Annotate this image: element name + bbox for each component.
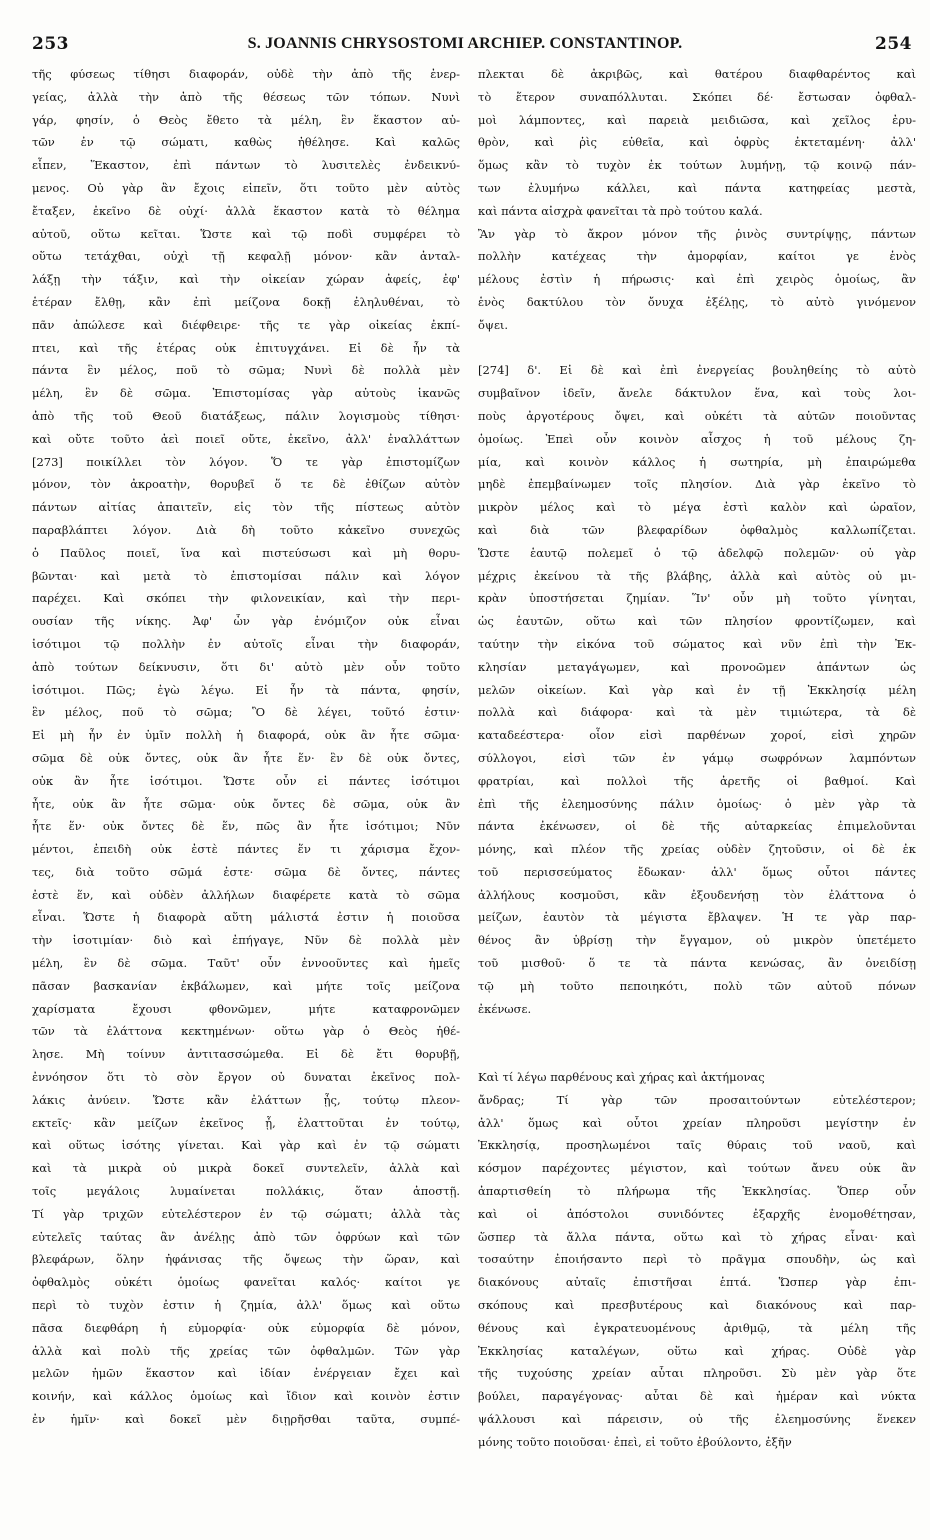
text-line: πάντων αἰτίας ἀπαιτεῖν, εἰς τὸν τῆς πίστεως αὐτὸν bbox=[32, 500, 460, 515]
text-line: τὴν ἰσοτιμίαν· διὸ καὶ ἐπήγαγε, Νῦν δὲ πολλὰ μὲν bbox=[32, 933, 460, 948]
text-line: μελῶν οἰκείων. Καὶ γὰρ καὶ ἐν τῇ Ἐκκλησίᾳ μέλη bbox=[478, 682, 916, 697]
text-line: τοῦ μισθοῦ· ὅ τε τὰ πάντα κενώσας, ἂν ὀνειδίσῃ bbox=[478, 956, 916, 971]
text-line: τοσαύτην ἐποιήσαντο περὶ τὸ πρᾶγμα σπουδὴν, ὡς καὶ bbox=[478, 1252, 916, 1267]
text-line: τῶν τὰ ἐλάττονα κεκτημένων· οὕτω γὰρ ὁ Θεὸς ἠθέ- bbox=[32, 1024, 460, 1039]
text-line: ἀπὸ τούτων δείκνυσιν, ὅτι δι' αὐτὸ μὲν οὖν τοῦτο bbox=[32, 659, 460, 674]
text-line: μικρὸν μέλος καὶ τὸ μέγα ἐστὶ καλὸν καὶ ὡραῖον, bbox=[478, 500, 916, 515]
text-line: ἀλλ' ὅμως καὶ οὗτοι χρείαν πληροῦσι μεγίστην ἐν bbox=[478, 1115, 916, 1130]
text-line: καὶ διὰ τῶν βλεφαρίδων ὀφθαλμὸς καλλωπίζεται. bbox=[478, 522, 916, 537]
text-line: ἐννόησον ὅτι τὸ σὸν ἔργον οὐ δυναται ἐκεῖνος πολ- bbox=[32, 1070, 460, 1085]
text-line: καὶ οὕτως ἰσότης γίνεται. Καὶ γὰρ καὶ ἐν τῷ σώματι bbox=[32, 1138, 460, 1153]
text-line: ἀπὸ τῆς τοῦ Θεοῦ διατάξεως, πάλιν λογισμοὺς τίθησι· bbox=[32, 408, 460, 423]
text-line: τοῦ περισσεύματος ἔδωκαν· ἀλλ' ὅμως οὗτοι πάντες bbox=[478, 864, 916, 879]
text-line: αὐτοῦ, οὕτω κεῖται. Ὥστε καὶ τῷ ποδὶ συμφέρει τὸ bbox=[32, 226, 460, 241]
text-line: βλεφάρων, ὅλην ἠφάνισας τῆς ὄψεως τὴν ὥραν, καὶ bbox=[32, 1252, 460, 1267]
text-line: μενος. Οὐ γὰρ ἂν ἔχοις εἰπεῖν, ὅτι τοῦτο μὲν αὐτὸς bbox=[32, 180, 460, 195]
text-line: οὐκ ἂν ἦτε ἰσότιμοι. Ὥστε οὖν εἰ πάντες ἰσότιμοι bbox=[32, 773, 460, 788]
text-line: κόσμον παρέχοντες μέγιστον, καὶ τούτων ἄνευ οὐκ ἂν bbox=[478, 1161, 916, 1176]
text-line: παραβλάπτει λόγον. Διὰ δὴ τοῦτο κἀκεῖνο συνεχῶς bbox=[32, 522, 460, 537]
text-line: ἰσότιμοι τῷ πολλὴν ἐν αὐτοῖς εἶναι τὴν διαφοράν, bbox=[32, 636, 460, 651]
text-line: πολλὰ καὶ διάφορα· καὶ τὰ μὲν τιμιώτερα, τὰ δὲ bbox=[478, 705, 916, 720]
text-line: μέλους ἐστὶν ἡ πήρωσις· καὶ ἐπὶ χειρὸς ὁμοίως, ἂν bbox=[478, 272, 916, 287]
text-line: μέλη, ἓν δὲ σῶμα. Ταῦτ' οὖν ἐννοοῦντες καὶ ἡμεῖς bbox=[32, 956, 460, 971]
text-line: ὅμως κἂν τὸ τυχὸν ἐκ τούτων λυμήνῃ, τῷ κοινῷ πάν- bbox=[478, 158, 916, 173]
text-line: κρὰν ὑποστήσεται ζημίαν. Ἵν' οὖν μὴ τοῦτο γίνηται, bbox=[478, 591, 916, 606]
text-line: βῶνται· καὶ μετὰ τὸ ἐπιστομίσαι πάλιν καὶ λόγον bbox=[32, 568, 460, 583]
text-line: συμβαῖνον ἰδεῖν, ἄνελε δάκτυλον ἕνα, καὶ τοὺς λοι- bbox=[478, 386, 916, 401]
text-line: φρατρίαι, καὶ πολλοὶ τῆς ἀρετῆς οἱ βαθμοί. Καὶ bbox=[478, 773, 916, 788]
text-line: θρὸν, καὶ ῥὶς εὐθεῖα, καὶ ὀφρὺς ἐκτεταμένη· ἀλλ' bbox=[478, 135, 916, 150]
text-line: πλεκται δὲ ἀκριβῶς, καὶ θατέρου διαφθαρέντος καὶ bbox=[478, 67, 916, 81]
text-line: Ἐκκλησίας καταλέγων, οὕτω καὶ χήρας. Οὐδὲ γὰρ bbox=[478, 1343, 916, 1358]
text-line: ἓν μέλος, ποῦ τὸ σῶμα; Ὃ δὲ λέγει, τοῦτό ἐστιν· bbox=[32, 705, 460, 720]
text-line: ὥσπερ τὰ ἄλλα πάντα, οὕτω καὶ τὸ χήρας εἶναι· καὶ bbox=[478, 1229, 916, 1244]
text-line: λάκις ἀνύειν. Ὥστε κἂν ἐλάττων ᾖς, τούτῳ πλεον- bbox=[32, 1092, 460, 1107]
text-line bbox=[478, 1020, 916, 1043]
text-line: των ἐλυμήνω κάλλει, καὶ πάντα κατηφείας μεστὰ, bbox=[478, 180, 916, 195]
text-line: ψάλλουσι καὶ πάρεισιν, οὐ τῆς ἐλεημοσύνης ἕνεκεν bbox=[478, 1412, 916, 1427]
text-line: μόνης, καὶ πλέον τῆς χρείας οὐδὲν ζητοῦσιν, οἱ δὲ ἐκ bbox=[478, 842, 916, 857]
text-line: καὶ τὰ μικρὰ οὐ μικρὰ δοκεῖ συντελεῖν, ἀλλὰ καὶ bbox=[32, 1161, 460, 1176]
running-head-title: S. JOANNIS CHRYSOSTOMI ARCHIEP. CONSTANTINOP. bbox=[247, 35, 683, 52]
text-line bbox=[478, 337, 916, 360]
text-line: μέντοι, ἐπειδὴ οὐκ ἐστὲ πάντες ἕν τι χάρισμα ἔχον- bbox=[32, 842, 460, 857]
text-line: ἐπὶ τῆς ἐλεημοσύνης πάλιν ὁμοίως· ὁ μὲν γὰρ τὰ bbox=[478, 796, 916, 811]
text-line: ἔταξεν, ἐκεῖνο δὲ οὐχί· ἀλλὰ ἕκαστον κατὰ τὸ θέλημα bbox=[32, 203, 460, 218]
text-line: κοινήν, καὶ κάλλος ὁμοίως καὶ ἴδιον καὶ κοινὸν ἐστιν bbox=[32, 1389, 460, 1404]
text-line bbox=[478, 1043, 916, 1066]
text-line: μελῶν ἡμῶν ἕκαστον καὶ ἰδίαν ἐνέργειαν ἔχει καὶ bbox=[32, 1366, 460, 1381]
text-line: γάρ, φησίν, ὁ Θεὸς ἔθετο τὰ μέλη, ἓν ἕκαστον αὐ- bbox=[32, 112, 460, 127]
text-line: ὄψει. bbox=[478, 317, 509, 332]
text-line: ὁ Παῦλος ποιεῖ, ἵνα καὶ πιστεύσωσι καὶ μὴ θορυ- bbox=[32, 545, 460, 560]
text-line: Καὶ τί λέγω παρθένους καὶ χήρας καὶ ἀκτήμονας bbox=[478, 1070, 765, 1085]
text-line: καὶ πάντα αἰσχρὰ φανεῖται τὰ πρὸ τούτου καλά. bbox=[478, 203, 763, 218]
text-line: μείζων, ἑαυτὸν τὰ μέγιστα ἔβλαψεν. Ἡ τε γὰρ παρ- bbox=[478, 910, 916, 925]
text-line: πᾶσα διεφθάρη ἡ εὐμορφία· οὐκ εὐμορφία δὲ μόνον, bbox=[32, 1320, 460, 1335]
text-line: [273] ποικίλλει τὸν λόγον. Ὅ τε γὰρ ἐπιστομίζων bbox=[32, 454, 460, 469]
text-line: εὐτελεῖς ταύτας ἂν ἀνέλῃς ἀπὸ τῶν ὀφρύων καὶ τῶν bbox=[32, 1229, 460, 1244]
text-line: τῆς τυχούσης χρείαν αὗται πληροῦσι. Σὺ μὲν γὰρ ὅτε bbox=[478, 1366, 916, 1381]
text-line: βούλει, παραγέγονας· αὗται δὲ καὶ ἡμέραν καὶ νύκτα bbox=[478, 1389, 916, 1404]
text-line: ἄνδρας; Τί γὰρ τῶν προσαιτούντων εὐτελέστερον; bbox=[478, 1092, 916, 1107]
text-line: πᾶν ἀπώλεσε καὶ διέφθειρε· τῆς τε γὰρ οἰκείας ἐκπί- bbox=[32, 317, 460, 332]
text-line: τες, διὰ τοῦτο σῶμά ἐστε· σῶμα δὲ ὄντες, πάντες bbox=[32, 864, 460, 879]
text-line: σκόπους καὶ πρεσβυτέρους καὶ διακόνους καὶ παρ- bbox=[478, 1298, 916, 1313]
text-line: καταδεέστερα· οἷον εἰσὶ παρθένων χοροί, εἰσὶ χηρῶν bbox=[478, 728, 916, 743]
text-line: θένους καὶ ἐγκρατευομένους ἀριθμῷ, τὰ μέλη τῆς bbox=[478, 1320, 916, 1335]
text-line: γείας, ἀλλὰ τὴν ἀπὸ τῆς θέσεως τῶν τόπων. Νυνὶ bbox=[32, 89, 460, 104]
text-line: σύλλογοι, εἰσὶ τῶν ἐν γάμῳ σωφρόνων λαμπόντων bbox=[478, 750, 916, 765]
text-line: πτει, καὶ τῆς ἑτέρας οὐκ ἐπιτυγχάνει. Εἰ δὲ ἦν τὰ bbox=[32, 340, 460, 355]
text-line: ὀφθαλμὸς οὐκέτι ὁμοίως φανεῖται καλός· καίτοι γε bbox=[32, 1275, 460, 1290]
text-line: τῶν ἐν τῷ σώματι, καθὼς ἠθέλησε. Καὶ καλῶς bbox=[32, 135, 460, 150]
text-line: παρέχει. Καὶ σκόπει τὴν φιλονεικίαν, καὶ τὴν περι- bbox=[32, 591, 460, 606]
text-line: Ἐκκλησίᾳ, προσηλωμένοι ταῖς θύραις τοῦ ναοῦ, καὶ bbox=[478, 1138, 916, 1153]
text-line: πάντα ἐκένωσεν, οἱ δὲ τῆς αὐταρκείας ἐπιμελοῦνται bbox=[478, 819, 916, 834]
text-line: λάξῃ τὴν τάξιν, καὶ τὴν οἰκείαν χώραν ἀφείς, ἐφ' bbox=[32, 272, 460, 287]
text-line: σῶμα δὲ οὐκ ὄντες, οὐκ ἂν ἦτε ἕν· ἓν δὲ οὐκ ὄντες, bbox=[32, 750, 460, 765]
text-line: ὁμοίως. Ἐπεὶ οὖν κοινὸν αἶσχος ἡ τοῦ μέλους ζη- bbox=[478, 431, 916, 446]
text-line: διακόνους αὐταῖς ἐπιστῆσαι ἑπτά. Ὥσπερ γὰρ ἐπι- bbox=[478, 1275, 916, 1290]
text-line: εἶναι. Ὥστε ἡ διαφορὰ αὕτη μάλιστά ἐστιν ἡ ποιοῦσα bbox=[32, 910, 460, 925]
text-line: κλησίαν μεταγάγωμεν, καὶ προνοῶμεν ἁπάντων ὡς bbox=[478, 659, 916, 674]
text-line: ἑτέραν ἔλθῃ, κἂν ἐπὶ μείζονα δοκῇ ἐληλυθέναι, τὸ bbox=[32, 294, 460, 309]
text-line: τῆς φύσεως τίθησι διαφοράν, οὐδὲ τὴν ἀπὸ τῆς ἐνερ- bbox=[32, 67, 460, 81]
right-text-column bbox=[478, 63, 916, 1454]
text-line: μόνον, τὸν ἀκροατὴν, θορυβεῖ ὅ τε δὲ ἐθίζων αὐτὸν bbox=[32, 477, 460, 492]
text-line: ποὺς ἀργοτέρους ὄψει, καὶ οὐκέτι τὰ αὐτῶν ποιοῦντας bbox=[478, 408, 916, 423]
text-line: Ὥστε ἑαυτῷ πολεμεῖ ὁ τῷ ἀδελφῷ πολεμῶν· οὐ γὰρ bbox=[478, 545, 916, 560]
left-text-column bbox=[32, 63, 460, 1431]
text-line: Εἰ μὴ ἦν ἐν ὑμῖν πολλὴ ἡ διαφορά, οὐκ ἂν ἦτε σῶμα· bbox=[32, 728, 460, 743]
text-line: καὶ οὔτε τοῦτο ἀεὶ ποιεῖ οὔτε, ἐκεῖνο, ἀλλ' ἐναλλάττων bbox=[32, 431, 460, 446]
text-line: πᾶσαν βασκανίαν ἐκβάλωμεν, καὶ μήτε τοῖς μείζονα bbox=[32, 978, 460, 993]
text-line: ταύτην τὴν εἰκόνα τοῦ σώματος καὶ νῦν ἐπὶ τὴν Ἐκ- bbox=[478, 636, 916, 651]
text-line: πάντα ἓν μέλος, ποῦ τὸ σῶμα; Νυνὶ δὲ πολλὰ μὲν bbox=[32, 363, 460, 378]
text-line: ουσίαν τῆς νίκης. Ἀφ' ὧν γὰρ ἐνόμιζον οὐκ εἶναι bbox=[32, 614, 460, 629]
text-line: τὸ ἕτερον συναπόλλυται. Σκόπει δέ· ἔστωσαν ὀφθαλ- bbox=[478, 89, 916, 104]
text-line: ἀλλὰ καὶ πολὺ τῆς χρείας τῶν ὀφθαλμῶν. Τῶν γὰρ bbox=[32, 1343, 460, 1358]
text-line: θένος ἂν ὑβρίσῃ τὴν ἔγγαμον, οὐ μικρὸν ὑπετέμετο bbox=[478, 933, 916, 948]
text-line: πολλὴν κατέχεας τὴν ἀμορφίαν, καίτοι γε ἑνὸς bbox=[478, 249, 916, 264]
right-page-number: 254 bbox=[875, 34, 912, 54]
text-line: ἐστὲ ἕν, καὶ οὐδὲν ἀλλήλων διαφέρετε κατὰ τὸ σῶμα bbox=[32, 887, 460, 902]
text-line: μόνης τοῦτο ποιοῦσαι· ἐπεὶ, εἰ τοῦτο ἐβούλοντο, ἐξῆν bbox=[478, 1434, 792, 1449]
text-line: ἐκένωσε. bbox=[478, 1001, 532, 1016]
text-line: περὶ τὸ τυχὸν ἐστιν ἡ ζημία, ἀλλ' ὅμως καὶ οὕτω bbox=[32, 1298, 460, 1313]
text-line: ἀπαρτισθείη τὸ πλήρωμα τῆς Ἐκκλησίας. Ὅπερ οὖν bbox=[478, 1184, 916, 1199]
text-line: μία, καὶ κοινὸν κάλλος ἡ σωτηρία, μὴ ἐπαιρώμεθα bbox=[478, 454, 916, 469]
text-line: εκτεῖς· κἂν μείζων ἐκεῖνος ᾖ, ἐλαττοῦται ἐν τούτῳ, bbox=[32, 1115, 460, 1130]
text-line: μέχρις ἐκείνου τὰ τῆς βλάβης, ἀλλὰ καὶ αὐτὸς οὐ μι- bbox=[478, 568, 916, 583]
text-line: μηδὲ ἐπεμβαίνωμεν τοῖς πλησίον. Διὰ γὰρ ἐκεῖνο τὸ bbox=[478, 477, 916, 492]
text-line: χαρίσματα ἔχουσι φθονῶμεν, μήτε καταφρονῶμεν bbox=[32, 1001, 460, 1016]
text-line: ἐν ἡμῖν· καὶ δοκεῖ μὲν διῃρῆσθαι ταῦτα, συμπέ- bbox=[32, 1412, 460, 1427]
text-line: λησε. Μὴ τοίνυν ἀντιτασσώμεθα. Εἰ δὲ ἔτι θορυβῇ, bbox=[32, 1047, 460, 1062]
text-line: ἦτε, οὐκ ἂν ἦτε σῶμα· οὐκ ὄντες δὲ σῶμα, οὐκ ἂν bbox=[32, 796, 460, 811]
text-line: τοῖς μεγάλοις λυμαίνεται πολλάκις, ὅταν ἀποστῇ. bbox=[32, 1184, 460, 1199]
text-line: οὕτω τετάχθαι, οὐχὶ τῇ κεφαλῇ μόνον· κἂν ἀνταλ- bbox=[32, 249, 460, 264]
text-line: ἦτε ἕν· οὐκ ὄντες δὲ ἕν, πῶς ἂν ἦτε ἰσότιμοι; Νῦν bbox=[32, 819, 460, 834]
text-line: μέλη, ἓν δὲ σῶμα. Ἐπιστομίσας γὰρ αὐτοὺς ἱκανῶς bbox=[32, 386, 460, 401]
text-line: ὡς ἑαυτῶν, οὕτω καὶ τῶν πλησίον φροντίζωμεν, καὶ bbox=[478, 614, 916, 629]
text-line: μοὶ λάμποντες, καὶ παρειὰ μειδιῶσα, καὶ χεῖλος ἐρυ- bbox=[478, 112, 916, 127]
text-line: ἰσότιμοι. Πῶς; ἐγὼ λέγω. Εἰ ἦν τὰ πάντα, φησίν, bbox=[32, 682, 460, 697]
text-line: εἶπεν, Ἕκαστον, ἐπὶ πάντων τὸ λυσιτελὲς ἐνδεικνύ- bbox=[32, 158, 460, 173]
text-line: Ἂν γὰρ τὸ ἄκρον μόνον τῆς ῥινὸς συντρίψῃς, πάντων bbox=[478, 226, 916, 241]
text-line: [274] δ'. Εἰ δὲ καὶ ἐπὶ ἐνεργείας βουληθείης τὸ αὐτὸ bbox=[478, 363, 916, 378]
text-line: τῷ μὴ τοῦτο πεποιηκότι, πολὺ τῶν αὐτοῦ πόνων bbox=[478, 978, 916, 993]
text-line: ἑνὸς δακτύλου τὸν ὄνυχα ἐξέλῃς, τὸ αὐτὸ γινόμενον bbox=[478, 294, 916, 309]
text-line: Τί γὰρ τριχῶν εὐτελέστερον ἐν τῷ σώματι; ἀλλὰ τὰς bbox=[32, 1206, 460, 1221]
text-line: ἀλλήλους κοσμοῦσι, κἂν ἐξουδενήσῃ τὸν ἐλάττονα ὁ bbox=[478, 887, 916, 902]
left-page-number: 253 bbox=[32, 34, 69, 54]
text-line: καὶ οἱ ἀπόστολοι συνιδόντες ἐξαρχῆς ἐνομοθέτησαν, bbox=[478, 1206, 916, 1221]
